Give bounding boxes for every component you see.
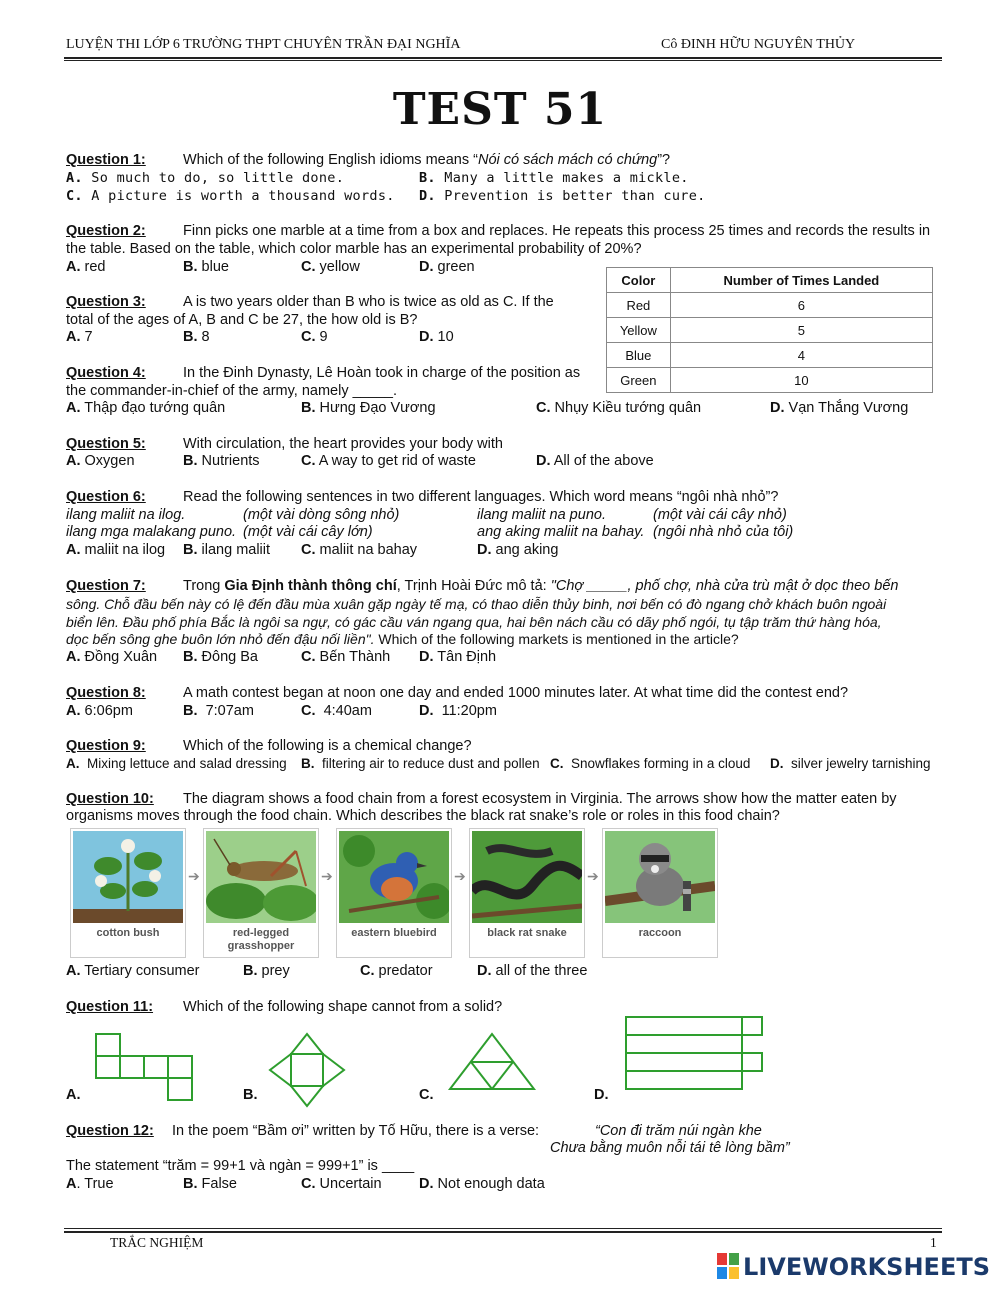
option-c[interactable]: C. A picture is worth a thousand words. xyxy=(66,188,395,204)
option-a[interactable]: A. 7 xyxy=(66,329,93,345)
table-row: Blue 4 xyxy=(607,343,933,368)
arrow-right-icon: ➔ xyxy=(188,868,200,884)
question-label: Question 7: xyxy=(66,578,146,594)
table-row: Yellow 5 xyxy=(607,318,933,343)
option-b[interactable]: B. Đông Ba xyxy=(183,649,258,665)
page-number: 1 xyxy=(930,1235,937,1250)
option-c[interactable]: C. 9 xyxy=(301,329,328,345)
table-header: Color xyxy=(607,268,671,293)
grasshopper-image xyxy=(206,831,316,923)
question-label: Question 9: xyxy=(66,738,146,754)
question-stem: A is two years older than B who is twice as old as C. If the xyxy=(183,294,554,310)
question-stem: With circulation, the heart provides your body with xyxy=(183,436,503,452)
table-row: Red 6 xyxy=(607,293,933,318)
question-stem-cont: dọc bến sông ghe buôn lớn nhỏ đến đậu nối liền". Which of the following markets is mentioned in the article? xyxy=(66,631,739,647)
poem-verse: Chưa bằng muôn nỗi tái tê lòng bầm” xyxy=(550,1140,790,1156)
logo-blocks-icon xyxy=(717,1253,739,1279)
raccoon-image xyxy=(605,831,715,923)
footer-rule-thin xyxy=(64,1228,942,1229)
option-d[interactable]: D. Tân Định xyxy=(419,649,497,665)
option-c[interactable]: C. maliit na bahay xyxy=(301,542,418,558)
sentence: ilang maliit na puno. xyxy=(477,507,606,523)
question-label: Question 11: xyxy=(66,999,154,1015)
question-stem: Which of the following English idioms means “Nói có sách mách có chứng”? xyxy=(183,152,671,168)
logo-text: LIVEWORKSHEETS xyxy=(743,1253,990,1281)
sentence: ang aking maliit na bahay. xyxy=(477,524,645,540)
option-b[interactable]: B. ilang maliit xyxy=(183,542,271,558)
sentence-translation: (ngôi nhà nhỏ của tôi) xyxy=(653,524,794,540)
question-label: Question 6: xyxy=(66,489,146,505)
option-d[interactable]: D. all of the three xyxy=(477,963,588,979)
question-label: Question 2: xyxy=(66,223,146,239)
question-label: Question 5: xyxy=(66,436,146,452)
option-d[interactable]: D. Vạn Thắng Vương xyxy=(770,400,909,416)
option-d[interactable]: D. 11:20pm xyxy=(419,703,497,719)
option-a[interactable]: A. Mixing lettuce and salad dressing xyxy=(66,756,287,771)
option-d[interactable]: D. xyxy=(594,1087,609,1103)
option-d[interactable]: D. silver jewelry tarnishing xyxy=(770,756,931,771)
arrow-right-icon: ➔ xyxy=(454,868,466,884)
question-label: Question 4: xyxy=(66,365,146,381)
header-rule-thin xyxy=(64,60,942,61)
option-b[interactable]: B. Many a little makes a mickle. xyxy=(419,170,689,186)
question-label: Question 3: xyxy=(66,294,146,310)
option-a[interactable]: A. Thập đạo tướng quân xyxy=(66,400,226,416)
option-c[interactable]: C. A way to get rid of waste xyxy=(301,453,476,469)
question-stem: A math contest began at noon one day and ended 1000 minutes later. At what time did the contest end? xyxy=(183,685,849,701)
poem-verse: “Con đi trăm núi ngàn khe xyxy=(595,1123,762,1139)
footer-label: TRẮC NGHIỆM xyxy=(110,1235,204,1250)
option-a[interactable]: A. 6:06pm xyxy=(66,703,133,719)
food-chain-caption: eastern bluebird xyxy=(351,927,437,939)
sentence: ilang maliit na ilog. xyxy=(66,507,186,523)
arrow-right-icon: ➔ xyxy=(587,868,599,884)
net-shape-b xyxy=(266,1028,348,1112)
option-b[interactable]: B. Nutrients xyxy=(183,453,260,469)
option-c[interactable]: C. yellow xyxy=(301,259,360,275)
option-b[interactable]: B. blue xyxy=(183,259,229,275)
cotton-bush-image xyxy=(73,831,183,923)
header-right: Cô ĐINH HỮU NGUYÊN THỦY xyxy=(661,37,856,52)
food-chain-caption: red-legged grasshopper xyxy=(227,927,295,952)
sentence-translation: (một vài cái cây nhỏ) xyxy=(653,507,787,523)
option-d[interactable]: D. Not enough data xyxy=(419,1176,545,1192)
option-a[interactable]: A. Đồng Xuân xyxy=(66,649,158,665)
option-d[interactable]: D. ang aking xyxy=(477,542,559,558)
question-stem-cont: total of the ages of A, B and C be 27, the how old is B? xyxy=(66,312,418,328)
option-c[interactable]: C. Nhụy Kiều tướng quân xyxy=(536,400,702,416)
sentence-translation: (một vài cái cây lớn) xyxy=(243,524,373,540)
option-b[interactable]: B. prey xyxy=(243,963,290,979)
question-stem-cont: sông. Chỗ đầu bến này có lệ đến đầu mùa xuân gặp ngày tế mạ, có thao diễn thủy binh, nơi bến có đò ngang chở khách buôn ngoài xyxy=(66,596,887,612)
option-a[interactable]: A. maliit na ilog xyxy=(66,542,166,558)
option-c[interactable]: C. 4:40am xyxy=(301,703,372,719)
option-b[interactable]: B. filtering air to reduce dust and pollen xyxy=(301,756,540,771)
option-d[interactable]: D. 10 xyxy=(419,329,454,345)
sentence-translation: (một vài dòng sông nhỏ) xyxy=(243,507,400,523)
food-chain-panel xyxy=(203,828,319,958)
question-stem-cont: the commander-in-chief of the army, namely _____. xyxy=(66,383,397,399)
page-title: TEST 51 xyxy=(392,84,608,135)
option-b[interactable]: B. xyxy=(243,1087,258,1103)
net-shape-a xyxy=(90,1030,200,1102)
option-d[interactable]: D. All of the above xyxy=(536,453,654,469)
food-chain-panel xyxy=(602,828,718,958)
option-c[interactable]: C. Bến Thành xyxy=(301,649,391,665)
option-a[interactable]: A. red xyxy=(66,259,106,275)
table-header: Number of Times Landed xyxy=(670,268,932,293)
question-stem: In the Đinh Dynasty, Lê Hoàn took in charge of the position as xyxy=(183,365,581,381)
option-c[interactable]: C. predator xyxy=(360,963,433,979)
option-d[interactable]: D. Prevention is better than cure. xyxy=(419,188,706,204)
option-a[interactable]: A. Oxygen xyxy=(66,453,135,469)
question-stem: Which of the following shape cannot from a solid? xyxy=(183,999,503,1015)
food-chain-caption: black rat snake xyxy=(487,927,567,939)
option-c[interactable]: C. Snowflakes forming in a cloud xyxy=(550,756,751,771)
option-d[interactable]: D. green xyxy=(419,259,475,275)
option-b[interactable]: B. 7:07am xyxy=(183,703,254,719)
food-chain-panel xyxy=(469,828,585,958)
arrow-right-icon: ➔ xyxy=(321,868,333,884)
question-stem: The diagram shows a food chain from a forest ecosystem in Virginia. The arrows show how the matter eaten by xyxy=(183,791,897,807)
question-label: Question 10: xyxy=(66,791,154,807)
question-stem: Trong Gia Định thành thông chí, Trịnh Hoài Đức mô tả: "Chợ _____, phố chợ, nhà cửa trù mật ở dọc theo bến xyxy=(183,578,899,594)
question-label: Question 12: xyxy=(66,1123,154,1139)
option-b[interactable]: B. False xyxy=(183,1176,237,1192)
question-stem-cont: The statement “trăm = 99+1 và ngàn = 999+1” is ____ xyxy=(66,1158,415,1174)
marble-table xyxy=(606,267,933,393)
option-a[interactable]: A. So much to do, so little done. xyxy=(66,170,345,186)
food-chain-panel xyxy=(336,828,452,958)
question-stem: Read the following sentences in two different languages. Which word means “ngôi nhà nhỏ”? xyxy=(183,489,779,505)
option-a[interactable]: A. True xyxy=(66,1176,114,1192)
question-stem: In the poem “Bầm ơi” written by Tố Hữu, there is a verse: xyxy=(172,1123,540,1139)
header-left: LUYỆN THI LỚP 6 TRƯỜNG THPT CHUYÊN TRẦN ĐẠI NGHĨA xyxy=(66,37,461,52)
net-shape-d xyxy=(624,1014,766,1100)
option-c[interactable]: C. Uncertain xyxy=(301,1176,382,1192)
header-rule xyxy=(64,57,942,59)
question-label: Question 1: xyxy=(66,152,146,168)
food-chain-panel xyxy=(70,828,186,958)
table-row: Green 10 xyxy=(607,368,933,393)
option-c[interactable]: C. xyxy=(419,1087,434,1103)
rat-snake-image xyxy=(472,831,582,923)
question-stem: Which of the following is a chemical change? xyxy=(183,738,472,754)
question-stem-cont: the table. Based on the table, which color marble has an experimental probability of 20%? xyxy=(66,241,642,257)
liveworksheets-logo[interactable] xyxy=(717,1253,990,1281)
option-b[interactable]: B. Hưng Đạo Vương xyxy=(301,400,436,416)
footer-rule xyxy=(64,1231,942,1233)
food-chain-caption: cotton bush xyxy=(96,927,160,939)
option-a[interactable]: A. xyxy=(66,1087,81,1103)
question-label: Question 8: xyxy=(66,685,146,701)
option-b[interactable]: B. 8 xyxy=(183,329,210,345)
question-stem: Finn picks one marble at a time from a box and replaces. He repeats this process 25 times and records the results in xyxy=(183,223,931,239)
net-shape-c xyxy=(446,1032,538,1092)
option-a[interactable]: A. Tertiary consumer xyxy=(66,963,200,979)
bluebird-image xyxy=(339,831,449,923)
question-stem-cont: organisms moves through the food chain. Which describes the black rat snake’s role or roles in this food chain? xyxy=(66,808,780,824)
sentence: ilang mga malakang puno. xyxy=(66,524,237,540)
food-chain-caption: raccoon xyxy=(638,927,682,939)
question-stem-cont: biển lên. Đầu phố phía Bắc là ngôi sa ngự, có gác cầu ván ngang qua, hai bên nách cầu có dãy phố ngói, tụ tập trăm thứ hàng hóa, xyxy=(66,614,882,630)
